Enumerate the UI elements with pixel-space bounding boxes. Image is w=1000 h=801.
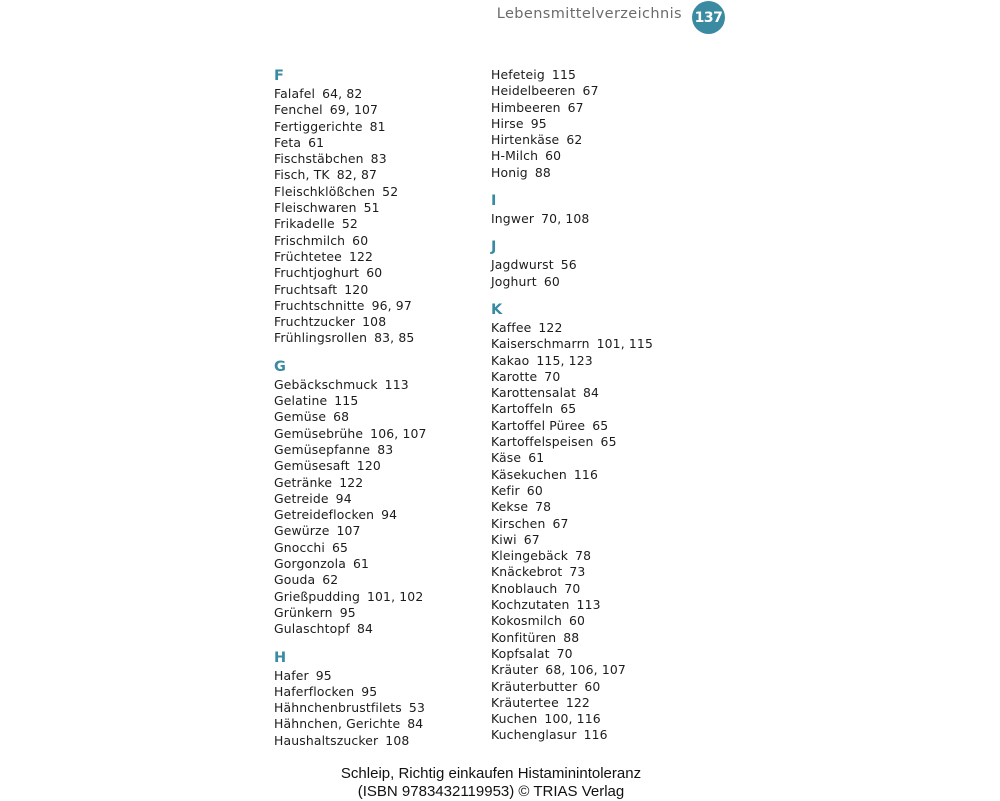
index-page-refs: 95 [361,683,378,699]
footer-citation-title: Schleip, Richtig einkaufen Histaminintoleranz [340,765,642,782]
index-entry [491,483,703,499]
index-entry [274,475,486,491]
section-letter: H [274,649,287,666]
index-section [491,67,703,181]
index-term: Gelatine [274,393,328,409]
index-page-refs: 62 [322,572,339,588]
index-term: Frikadelle [274,216,335,232]
index-entry [491,67,703,83]
section-letter: I [491,193,497,210]
index-page-refs: 67 [582,83,599,99]
index-entry [274,86,486,102]
index-term: Kirschen [491,515,546,531]
index-entry [274,119,486,135]
index-term: Kakao [491,352,530,368]
index-term: Fenchel [274,102,323,118]
index-section [491,238,703,290]
index-entry [274,733,486,749]
index-page-refs: 70 [564,580,581,596]
index-entry [274,668,486,684]
index-term: Fleischwaren [274,200,357,216]
index-page-refs: 62 [566,132,583,148]
index-entry [491,630,703,646]
index-section [491,301,703,744]
index-entry [274,330,486,346]
index-term: Gnocchi [274,539,326,555]
index-page-refs: 60 [366,265,383,281]
index-entry [491,274,703,290]
section-letter: G [274,358,286,375]
index-page-refs: 70, 108 [541,211,590,227]
index-entry [274,684,486,700]
index-entry [491,499,703,515]
index-page-refs: 65 [600,434,617,450]
index-term: Getreide [274,490,329,506]
index-term: Grießpudding [274,588,360,604]
index-term: Heidelbeeren [491,83,576,99]
index-page-refs: 84 [583,385,600,401]
index-entry [274,200,486,216]
index-entry [491,548,703,564]
index-entry [491,369,703,385]
index-term: Konfitüren [491,629,557,645]
index-term: Karotte [491,368,538,384]
index-term: Käse [491,450,522,466]
index-page-refs: 122 [538,319,563,335]
index-term: Kartoffel Püree [491,417,586,433]
index-page-refs: 122 [339,474,364,490]
index-term: Kaiserschmarrn [491,336,590,352]
index-entry [274,167,486,183]
index-page-refs: 116 [573,466,598,482]
index-page-refs: 115 [551,67,577,82]
index-entry [274,716,486,732]
index-term: Frischmilch [274,232,346,248]
index-term: Kräutertee [491,694,559,710]
index-page-refs: 67 [552,515,569,531]
index-term: Kiwi [491,531,517,547]
index-term: Kopfsalat [491,645,550,661]
index-entry [491,564,703,580]
index-term: Getränke [274,474,333,490]
index-entry [274,314,486,330]
index-entry [274,589,486,605]
index-term: Gemüse [274,409,327,425]
index-page-refs: 116 [583,727,608,743]
index-page-refs: 88 [534,164,551,180]
index-entry [274,282,486,298]
running-header-title: Lebensmittelverzeichnis [496,6,682,22]
index-entry [491,401,703,417]
index-term: Himbeeren [491,99,561,115]
index-term: Hähnchen, Gerichte [274,716,401,732]
index-term: Fischstäbchen [274,151,364,167]
index-term: Fruchtschnitte [274,297,365,313]
index-entry [274,605,486,621]
index-page-refs: 101, 102 [366,588,424,604]
index-page-refs: 107 [336,523,361,539]
index-entry [274,507,486,523]
index-page-refs: 67 [523,531,540,547]
index-entry [491,597,703,613]
index-page-refs: 95 [315,667,332,683]
index-term: Ingwer [491,211,535,227]
index-entry [491,83,703,99]
index-entry [274,233,486,249]
index-page-refs: 100, 116 [544,711,601,727]
index-entry [274,621,486,637]
index-page-refs: 70 [556,645,573,661]
index-term: Kartoffelspeisen [491,434,594,450]
index-entry [274,102,486,118]
index-term: Knoblauch [491,580,558,596]
index-term: Haferflocken [274,683,355,699]
index-entry [491,532,703,548]
index-page-refs: 64, 82 [322,86,363,101]
index-term: Kochzutaten [491,597,570,613]
index-entry [274,377,486,393]
index-column-right [491,67,703,744]
index-entry [491,165,703,181]
index-page-refs: 81 [369,118,386,134]
index-entry [491,727,703,743]
index-page-refs: 60 [543,273,560,289]
index-page-refs: 60 [352,232,369,248]
index-entry [491,695,703,711]
index-entry [491,581,703,597]
index-entry [491,467,703,483]
index-entry [491,679,703,695]
index-entry [274,265,486,281]
index-page-refs: 94 [381,507,398,523]
index-term: Kuchenglasur [491,727,577,743]
index-term: Feta [274,134,302,150]
index-entry [491,516,703,532]
index-term: Kräuter [491,662,539,678]
index-entry [491,613,703,629]
index-page-refs: 68 [333,409,350,425]
index-term: Hähnchenbrustfilets [274,700,402,716]
index-term: Gemüsepfanne [274,441,371,457]
index-term: Hafer [274,667,309,683]
index-entry [274,700,486,716]
index-entry [274,540,486,556]
index-page-refs: 115, 123 [536,352,593,368]
index-entry [274,151,486,167]
index-term: Früchtetee [274,248,342,264]
index-entry [274,135,486,151]
index-term: Fruchtjoghurt [274,265,360,281]
index-page-refs: 73 [569,564,586,580]
index-entry [491,450,703,466]
index-term: Kräuterbutter [491,678,578,694]
index-entry [274,523,486,539]
index-column-left [274,67,486,749]
index-term: Fertiggerichte [274,118,363,134]
index-page-refs: 60 [526,482,543,498]
index-entry [491,116,703,132]
index-entry [491,336,703,352]
index-term: Joghurt [491,273,537,289]
index-page-refs: 82, 87 [336,167,378,183]
index-term: Honig [491,164,528,180]
index-page-refs: 94 [335,490,352,506]
index-page-refs: 108 [385,732,410,748]
index-page-refs: 52 [341,216,358,232]
index-entry [491,646,703,662]
index-term: Kokosmilch [491,613,562,629]
index-section [274,67,486,347]
index-term: Getreideflocken [274,507,375,523]
index-page-refs: 88 [563,629,580,645]
index-entry [274,556,486,572]
index-page-refs: 120 [344,281,369,297]
index-page-refs: 52 [382,183,399,199]
index-term: Gorgonzola [274,556,346,572]
index-term: Hirse [491,115,524,131]
index-term: Fruchtzucker [274,314,356,330]
index-term: Hefeteig [491,67,545,82]
index-entry [274,184,486,200]
index-term: Fleischklößchen [274,183,376,199]
index-page-refs: 122 [565,694,590,710]
index-page-refs: 78 [535,499,552,515]
index-page-refs: 95 [530,115,547,131]
index-term: Kartoffeln [491,401,554,417]
index-page-refs: 83 [377,441,394,457]
index-term: Kleingebäck [491,548,569,564]
index-entry [491,353,703,369]
index-page-refs: 65 [332,539,349,555]
index-term: Kekse [491,499,529,515]
index-entry [274,491,486,507]
index-term: Kuchen [491,711,538,727]
index-term: Jagdwurst [491,257,554,273]
index-entry [274,572,486,588]
index-entry [491,385,703,401]
index-term: Hirtenkäse [491,132,560,148]
index-term: Fisch, TK [274,167,330,183]
index-term: H-Milch [491,148,539,164]
index-page-refs: 61 [528,450,545,466]
index-page-refs: 68, 106, 107 [545,662,626,678]
index-entry [274,216,486,232]
index-page-refs: 83 [370,151,387,167]
index-page-refs: 53 [408,700,425,716]
index-term: Gulaschtopf [274,621,350,637]
index-entry [491,711,703,727]
index-section [491,192,703,227]
index-term: Kaffee [491,319,532,335]
index-term: Gemüsesaft [274,458,350,474]
index-entry [491,320,703,336]
index-page-refs: 113 [384,376,409,392]
section-letter: J [491,239,497,256]
index-entry [274,458,486,474]
index-page-refs: 65 [560,401,577,417]
index-term: Gemüsebrühe [274,425,364,441]
index-entry [274,393,486,409]
index-page-refs: 95 [339,604,356,620]
index-term: Falafel [274,86,316,101]
index-term: Gewürze [274,523,330,539]
index-page-refs: 67 [567,99,584,115]
index-page-refs: 113 [576,597,601,613]
index-entry [491,211,703,227]
section-letter: K [491,301,503,318]
index-page-refs: 61 [308,134,325,150]
index-entry [274,249,486,265]
index-page-refs: 122 [348,248,374,264]
index-page-refs: 120 [356,458,381,474]
index-term: Karottensalat [491,385,576,401]
index-term: Fruchtsaft [274,281,338,297]
index-page-refs: 78 [575,548,592,564]
index-page-refs: 60 [568,613,586,629]
index-page-refs: 51 [363,200,380,216]
index-page-refs: 83, 85 [374,330,415,346]
index-page-refs: 60 [545,148,562,164]
index-page-refs: 108 [362,314,387,330]
index-term: Knäckebrot [491,564,563,580]
index-page-refs: 96, 97 [371,297,412,313]
index-term: Kefir [491,482,520,498]
index-term: Haushaltszucker [274,732,379,748]
index-term: Grünkern [274,604,333,620]
index-entry [491,100,703,116]
index-page-refs: 56 [560,257,577,273]
index-page-refs: 84 [356,621,374,637]
index-entry [491,257,703,273]
index-page-refs: 70 [544,368,561,384]
index-entry [491,418,703,434]
index-entry [491,662,703,678]
index-entry [274,409,486,425]
index-page-refs: 60 [584,678,601,694]
index-term: Gouda [274,572,316,588]
index-section [274,649,486,749]
index-entry [491,132,703,148]
index-entry [274,298,486,314]
index-term: Frühlingsrollen [274,330,368,346]
index-page-refs: 61 [352,556,370,572]
index-page-refs: 106, 107 [370,425,427,441]
page-number-badge: 137 [692,1,725,34]
footer-citation-isbn: (ISBN 9783432119953) © TRIAS Verlag [357,783,625,800]
section-letter: F [274,68,284,84]
index-term: Käsekuchen [491,466,567,482]
index-page-refs: 84 [407,716,424,732]
index-entry [491,148,703,164]
index-section [274,358,486,638]
index-term: Gebäckschmuck [274,376,378,392]
index-page-refs: 101, 115 [596,336,653,352]
index-page-refs: 69, 107 [329,102,379,118]
index-entry [274,426,486,442]
index-page-refs: 115 [334,393,359,409]
index-page-refs: 65 [592,417,609,433]
index-entry [491,434,703,450]
index-entry [274,442,486,458]
